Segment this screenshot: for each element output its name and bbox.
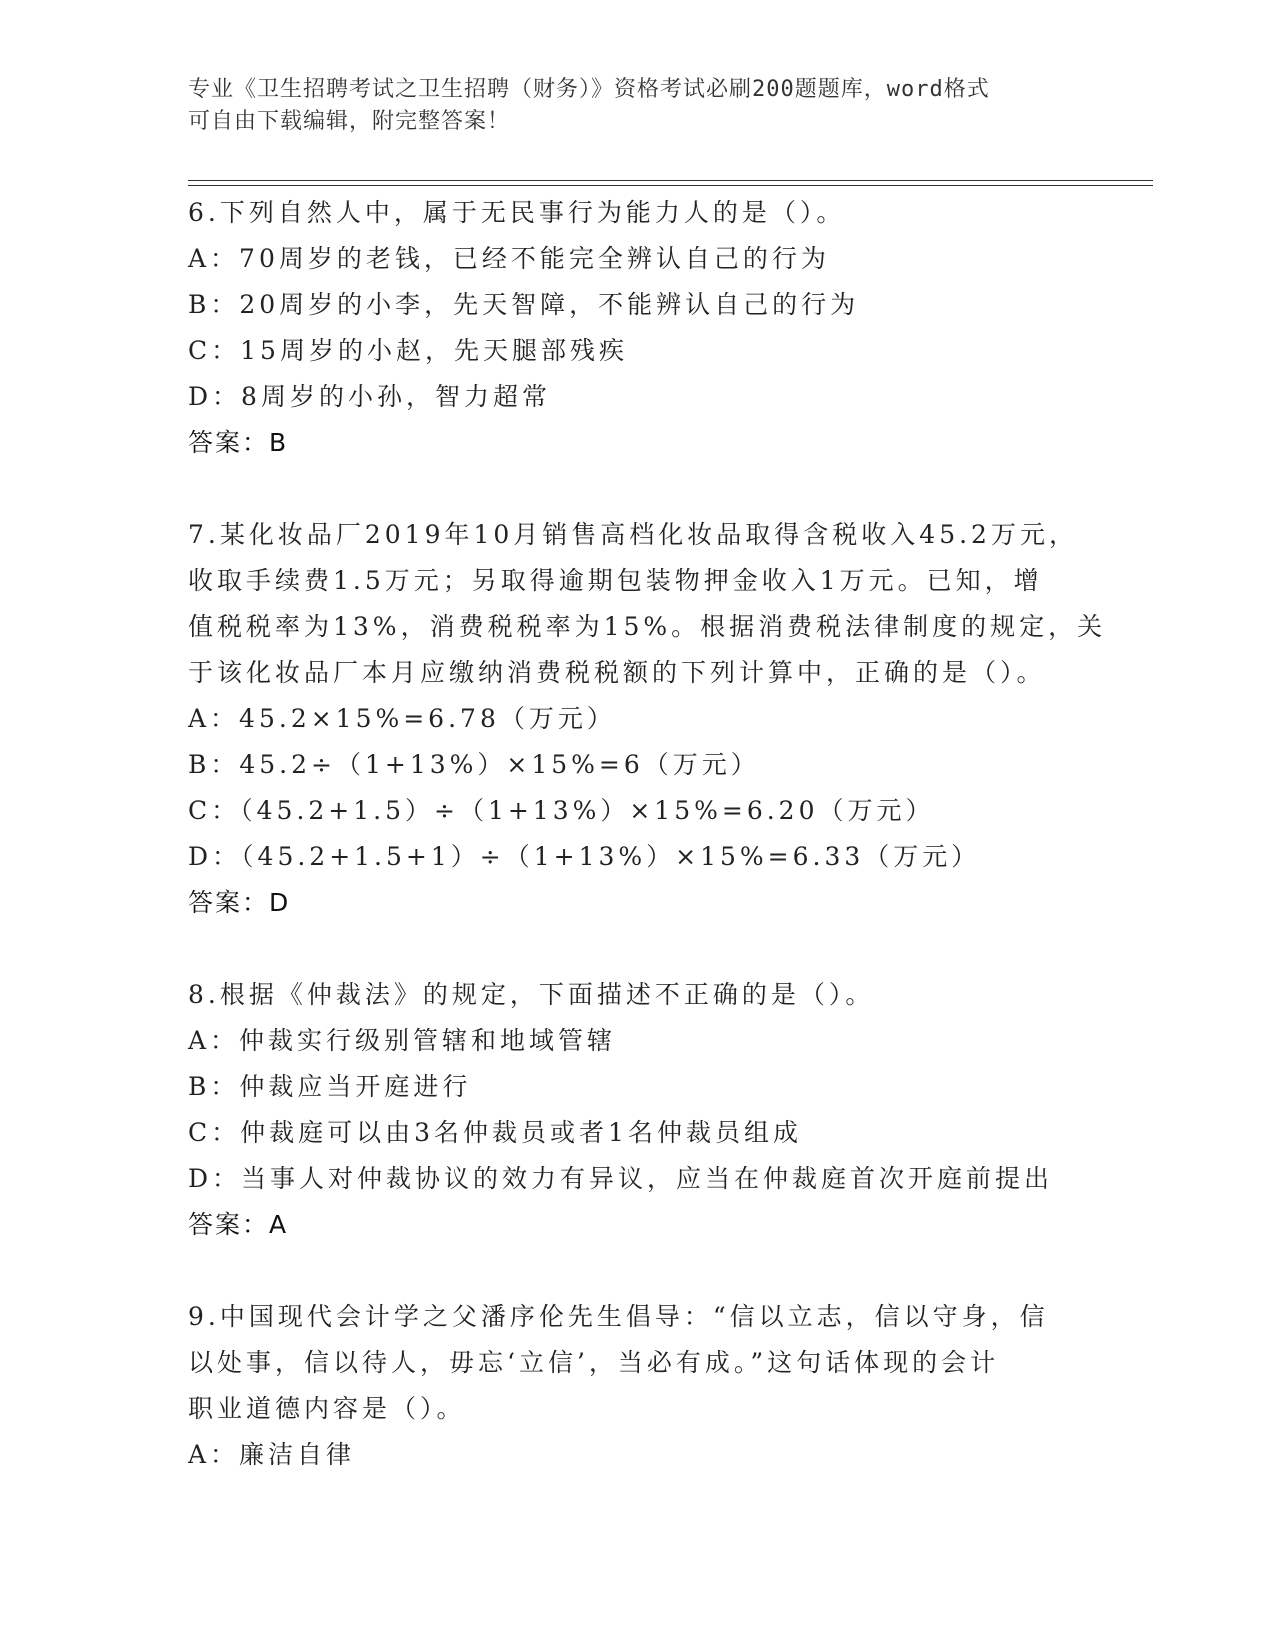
question-stem-line: 8.根据《仲裁法》的规定，下面描述不正确的是（）。 xyxy=(188,980,875,1009)
question-list xyxy=(188,190,1107,1478)
question-option: A：廉洁自律 xyxy=(188,1440,356,1469)
question-option: D：（45.2+1.5+1）÷（1+13%）×15%=6.33（万元） xyxy=(188,842,981,871)
header-divider-top xyxy=(188,180,1153,181)
question-item xyxy=(188,190,1088,466)
question-option: C：15周岁的小赵，先天腿部残疾 xyxy=(188,336,628,365)
question-stem-line: 职业道德内容是（）。 xyxy=(188,1394,466,1423)
question-option: B：仲裁应当开庭进行 xyxy=(188,1072,472,1101)
question-option: A：仲裁实行级别管辖和地域管辖 xyxy=(188,1026,617,1055)
question-option: A：45.2×15%=6.78（万元） xyxy=(188,704,616,733)
question-answer: 答案：A xyxy=(188,1210,289,1239)
document-header xyxy=(188,74,1088,138)
question-stem-line: 9.中国现代会计学之父潘序伦先生倡导：“信以立志，信以守身，信 xyxy=(188,1302,1049,1331)
question-answer: 答案：D xyxy=(188,888,291,917)
question-stem-line: 于该化妆品厂本月应缴纳消费税税额的下列计算中，正确的是（）。 xyxy=(188,658,1046,687)
question-stem-line: 6.下列自然人中，属于无民事行为能力人的是（）。 xyxy=(188,198,846,227)
question-option: C：（45.2+1.5）÷（1+13%）×15%=6.20（万元） xyxy=(188,796,935,825)
question-option: B：20周岁的小李，先天智障，不能辨认自己的行为 xyxy=(188,290,860,319)
header-title-line-2: 可自由下载编辑，附完整答案！ xyxy=(188,109,511,134)
question-answer: 答案：B xyxy=(188,428,289,457)
question-option: B：45.2÷（1+13%）×15%=6（万元） xyxy=(188,750,760,779)
question-option: C：仲裁庭可以由3名仲裁员或者1名仲裁员组成 xyxy=(188,1118,802,1147)
question-stem-line: 7.某化妆品厂2019年10月销售高档化妆品取得含税收入45.2万元， xyxy=(188,520,1078,549)
question-option: A：70周岁的老钱，已经不能完全辨认自己的行为 xyxy=(188,244,830,273)
question-option: D：当事人对仲裁协议的效力有异议，应当在仲裁庭首次开庭前提出 xyxy=(188,1164,1054,1193)
header-divider-bottom xyxy=(188,185,1153,186)
question-stem-line: 值税税率为13%，消费税税率为15%。根据消费税法律制度的规定，关 xyxy=(188,612,1107,641)
question-option: D：8周岁的小孙，智力超常 xyxy=(188,382,551,411)
question-item xyxy=(188,1294,1088,1478)
question-stem-line: 收取手续费1.5万元；另取得逾期包装物押金收入1万元。已知，增 xyxy=(188,566,1043,595)
header-title-line-1: 专业《卫生招聘考试之卫生招聘（财务）》资格考试必刷200题题库，word格式 xyxy=(188,77,990,102)
question-item xyxy=(188,512,1107,926)
question-item xyxy=(188,972,1088,1248)
question-stem-line: 以处事，信以待人，毋忘‘立信’，当必有成。”这句话体现的会计 xyxy=(188,1348,1000,1377)
